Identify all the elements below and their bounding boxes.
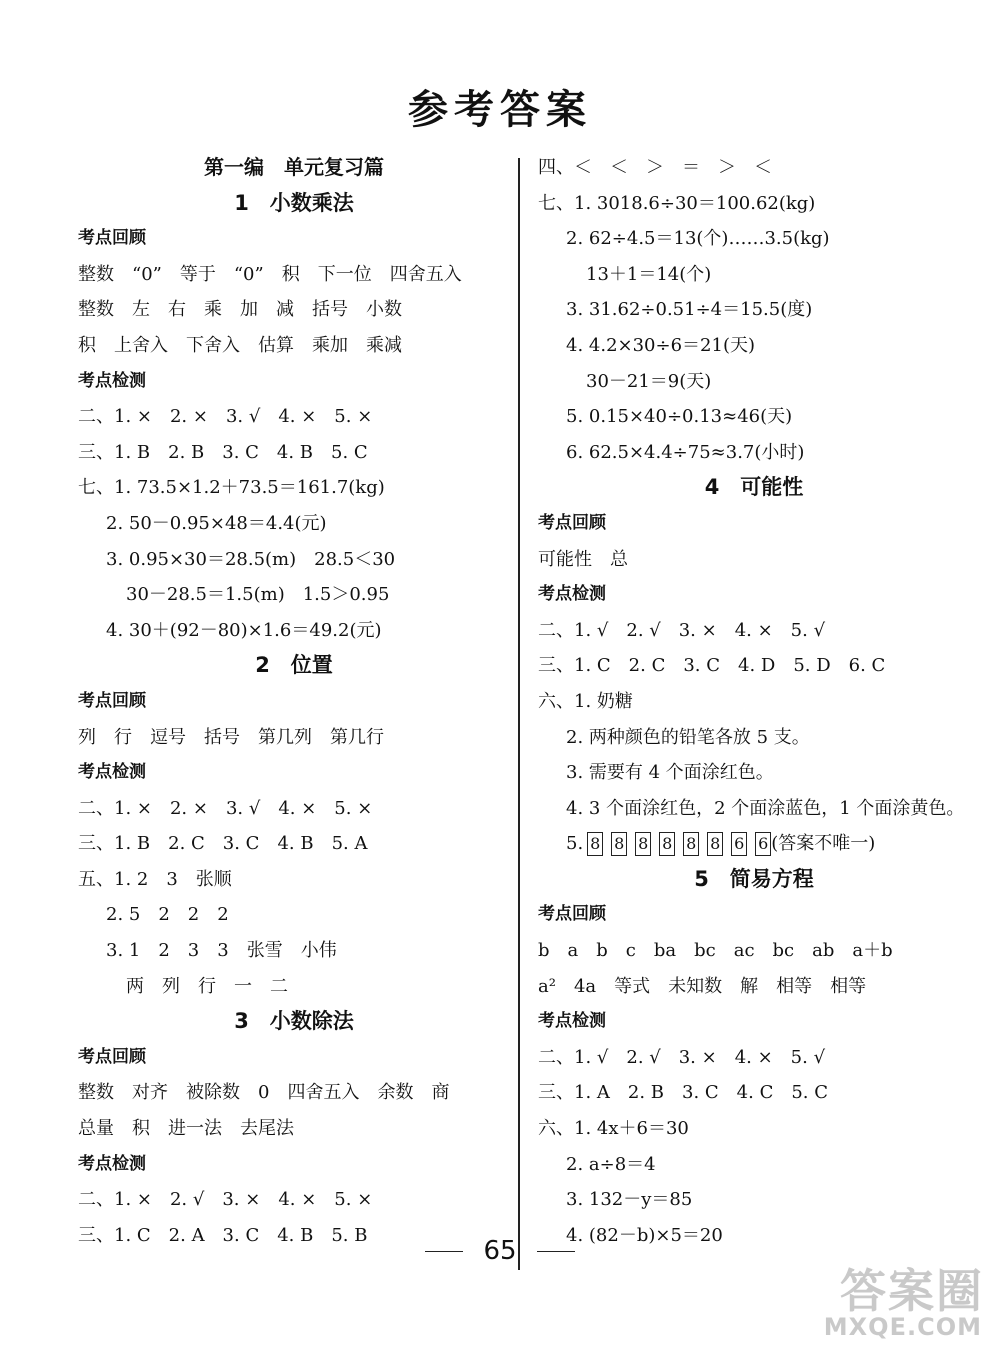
answer-line: 13＋1＝14(个) <box>586 263 712 285</box>
section-heading: 4 可能性 <box>704 475 804 500</box>
digit-boxes <box>587 832 771 856</box>
digit-box: 8 <box>659 832 675 856</box>
answer-line: 4. 30＋(92－80)×1.6＝49.2(元) <box>106 619 382 641</box>
answer-line: 五、1. 2 3 张顺 <box>78 868 232 890</box>
page-number-dash-right <box>537 1251 575 1252</box>
subsection-label: 考点回顾 <box>78 690 146 711</box>
answer-line: 4. 4.2×30÷6＝21(天) <box>566 334 755 356</box>
digit-box: 6 <box>731 832 747 856</box>
watermark-logo-text: 答案圈 <box>840 1264 984 1318</box>
answer-line: 30－28.5＝1.5(m) 1.5＞0.95 <box>126 584 390 606</box>
answer-line: 整数 左 右 乘 加 减 括号 小数 <box>78 299 402 321</box>
column-divider <box>518 158 520 1270</box>
answer-line: 整数 “0” 等于 “0” 积 下一位 四舍五入 <box>78 263 462 285</box>
page-number-dash-left <box>425 1251 463 1252</box>
subsection-label: 考点检测 <box>78 1153 146 1174</box>
part-heading: 第一编 单元复习篇 <box>204 155 384 179</box>
answer-line: 二、1. √ 2. √ 3. × 4. × 5. √ <box>538 1046 826 1068</box>
answer-line: 整数 对齐 被除数 0 四舍五入 余数 商 <box>78 1082 450 1104</box>
right-column <box>538 150 970 1253</box>
answer-line: 3. 132－y＝85 <box>566 1189 693 1211</box>
subsection-label: 考点检测 <box>538 1011 606 1032</box>
answer-line: 2. 两种颜色的铅笔各放 5 支。 <box>566 726 810 748</box>
answer-line: 二、1. × 2. √ 3. × 4. × 5. × <box>78 1189 373 1211</box>
watermark <box>820 1241 990 1361</box>
answer-line: 二、1. × 2. × 3. √ 4. × 5. × <box>78 406 373 428</box>
answer-line: 2. 50－0.95×48＝4.4(元) <box>106 512 327 534</box>
answer-line: 4. 3 个面涂红色，2 个面涂蓝色，1 个面涂黄色。 <box>566 797 965 819</box>
subsection-label: 考点回顾 <box>78 1046 146 1067</box>
answer-line: 三、1. B 2. C 3. C 4. B 5. A <box>78 833 368 855</box>
answer-line: 两 列 行 一 二 <box>126 975 288 997</box>
answer-line: b a b c ba bc ac bc ab a＋b <box>538 940 893 962</box>
digit-box: 6 <box>755 832 771 856</box>
digit-box: 8 <box>707 832 723 856</box>
answer-line: 6. 62.5×4.4÷75≈3.7(小时) <box>566 441 805 463</box>
answer-line: 七、1. 73.5×1.2＋73.5＝161.7(kg) <box>78 477 385 499</box>
answer-line: 3. 需要有 4 个面涂红色。 <box>566 762 774 784</box>
answer-line: 2. a÷8＝4 <box>566 1153 656 1175</box>
subsection-label: 考点检测 <box>538 584 606 605</box>
answer-line: 3. 1 2 3 3 张雪 小伟 <box>106 940 337 962</box>
answer-line-boxes <box>538 826 970 862</box>
answer-line: 六、1. 奶糖 <box>538 690 633 712</box>
answer-line: 可能性 总 <box>538 548 628 570</box>
answer-note: (答案不唯一) <box>771 833 876 855</box>
subsection-label: 考点回顾 <box>538 904 606 925</box>
answer-line: 4. (82－b)×5＝20 <box>566 1224 723 1246</box>
left-column <box>78 150 510 1253</box>
section-heading: 2 位置 <box>255 653 333 678</box>
section-heading: 3 小数除法 <box>234 1009 354 1034</box>
answer-line: 六、1. 4x＋6＝30 <box>538 1118 689 1140</box>
section-heading: 5 简易方程 <box>694 866 814 891</box>
answer-line: 3. 31.62÷0.51÷4＝15.5(度) <box>566 299 813 321</box>
subsection-label: 考点检测 <box>78 370 146 391</box>
answer-line: 列 行 逗号 括号 第几列 第几行 <box>78 726 384 748</box>
subsection-label: 考点回顾 <box>78 228 146 249</box>
answer-line: 四、＜ ＜ ＞ ＝ ＞ ＜ <box>538 157 772 178</box>
subsection-label: 考点检测 <box>78 762 146 783</box>
answer-line: 5. 0.15×40÷0.13≈46(天) <box>566 406 793 428</box>
digit-box: 8 <box>611 832 627 856</box>
section-heading: 1 小数乘法 <box>234 190 354 215</box>
subsection-label: 考点回顾 <box>538 512 606 533</box>
answer-line: 积 上舍入 下舍入 估算 乘加 乘减 <box>78 334 402 356</box>
answer-line: 三、1. B 2. B 3. C 4. B 5. C <box>78 441 368 463</box>
answer-number: 5. <box>566 833 584 855</box>
answer-line: 30－21＝9(天) <box>586 370 712 392</box>
answer-line: 2. 62÷4.5＝13(个)……3.5(kg) <box>566 228 830 250</box>
answer-line: a² 4a 等式 未知数 解 相等 相等 <box>538 975 867 997</box>
digit-box: 8 <box>635 832 651 856</box>
answer-line: 三、1. C 2. C 3. C 4. D 5. D 6. C <box>538 655 886 677</box>
digit-box: 8 <box>587 832 603 856</box>
answer-line: 2. 5 2 2 2 <box>106 904 229 926</box>
answer-line: 七、1. 3018.6÷30＝100.62(kg) <box>538 192 816 214</box>
page-title: 参考答案 <box>408 86 592 133</box>
answer-line: 二、1. × 2. × 3. √ 4. × 5. × <box>78 797 373 819</box>
watermark-url: MXQE.COM <box>823 1313 982 1341</box>
answer-line: 总量 积 进一法 去尾法 <box>78 1118 294 1140</box>
answer-line: 3. 0.95×30＝28.5(m) 28.5＜30 <box>106 548 396 570</box>
answer-line: 三、1. A 2. B 3. C 4. C 5. C <box>538 1082 829 1104</box>
digit-box: 8 <box>683 832 699 856</box>
answer-line: 二、1. √ 2. √ 3. × 4. × 5. √ <box>538 619 826 641</box>
answer-line: 三、1. C 2. A 3. C 4. B 5. B <box>78 1224 368 1246</box>
page-number-text: 65 <box>483 1236 517 1266</box>
